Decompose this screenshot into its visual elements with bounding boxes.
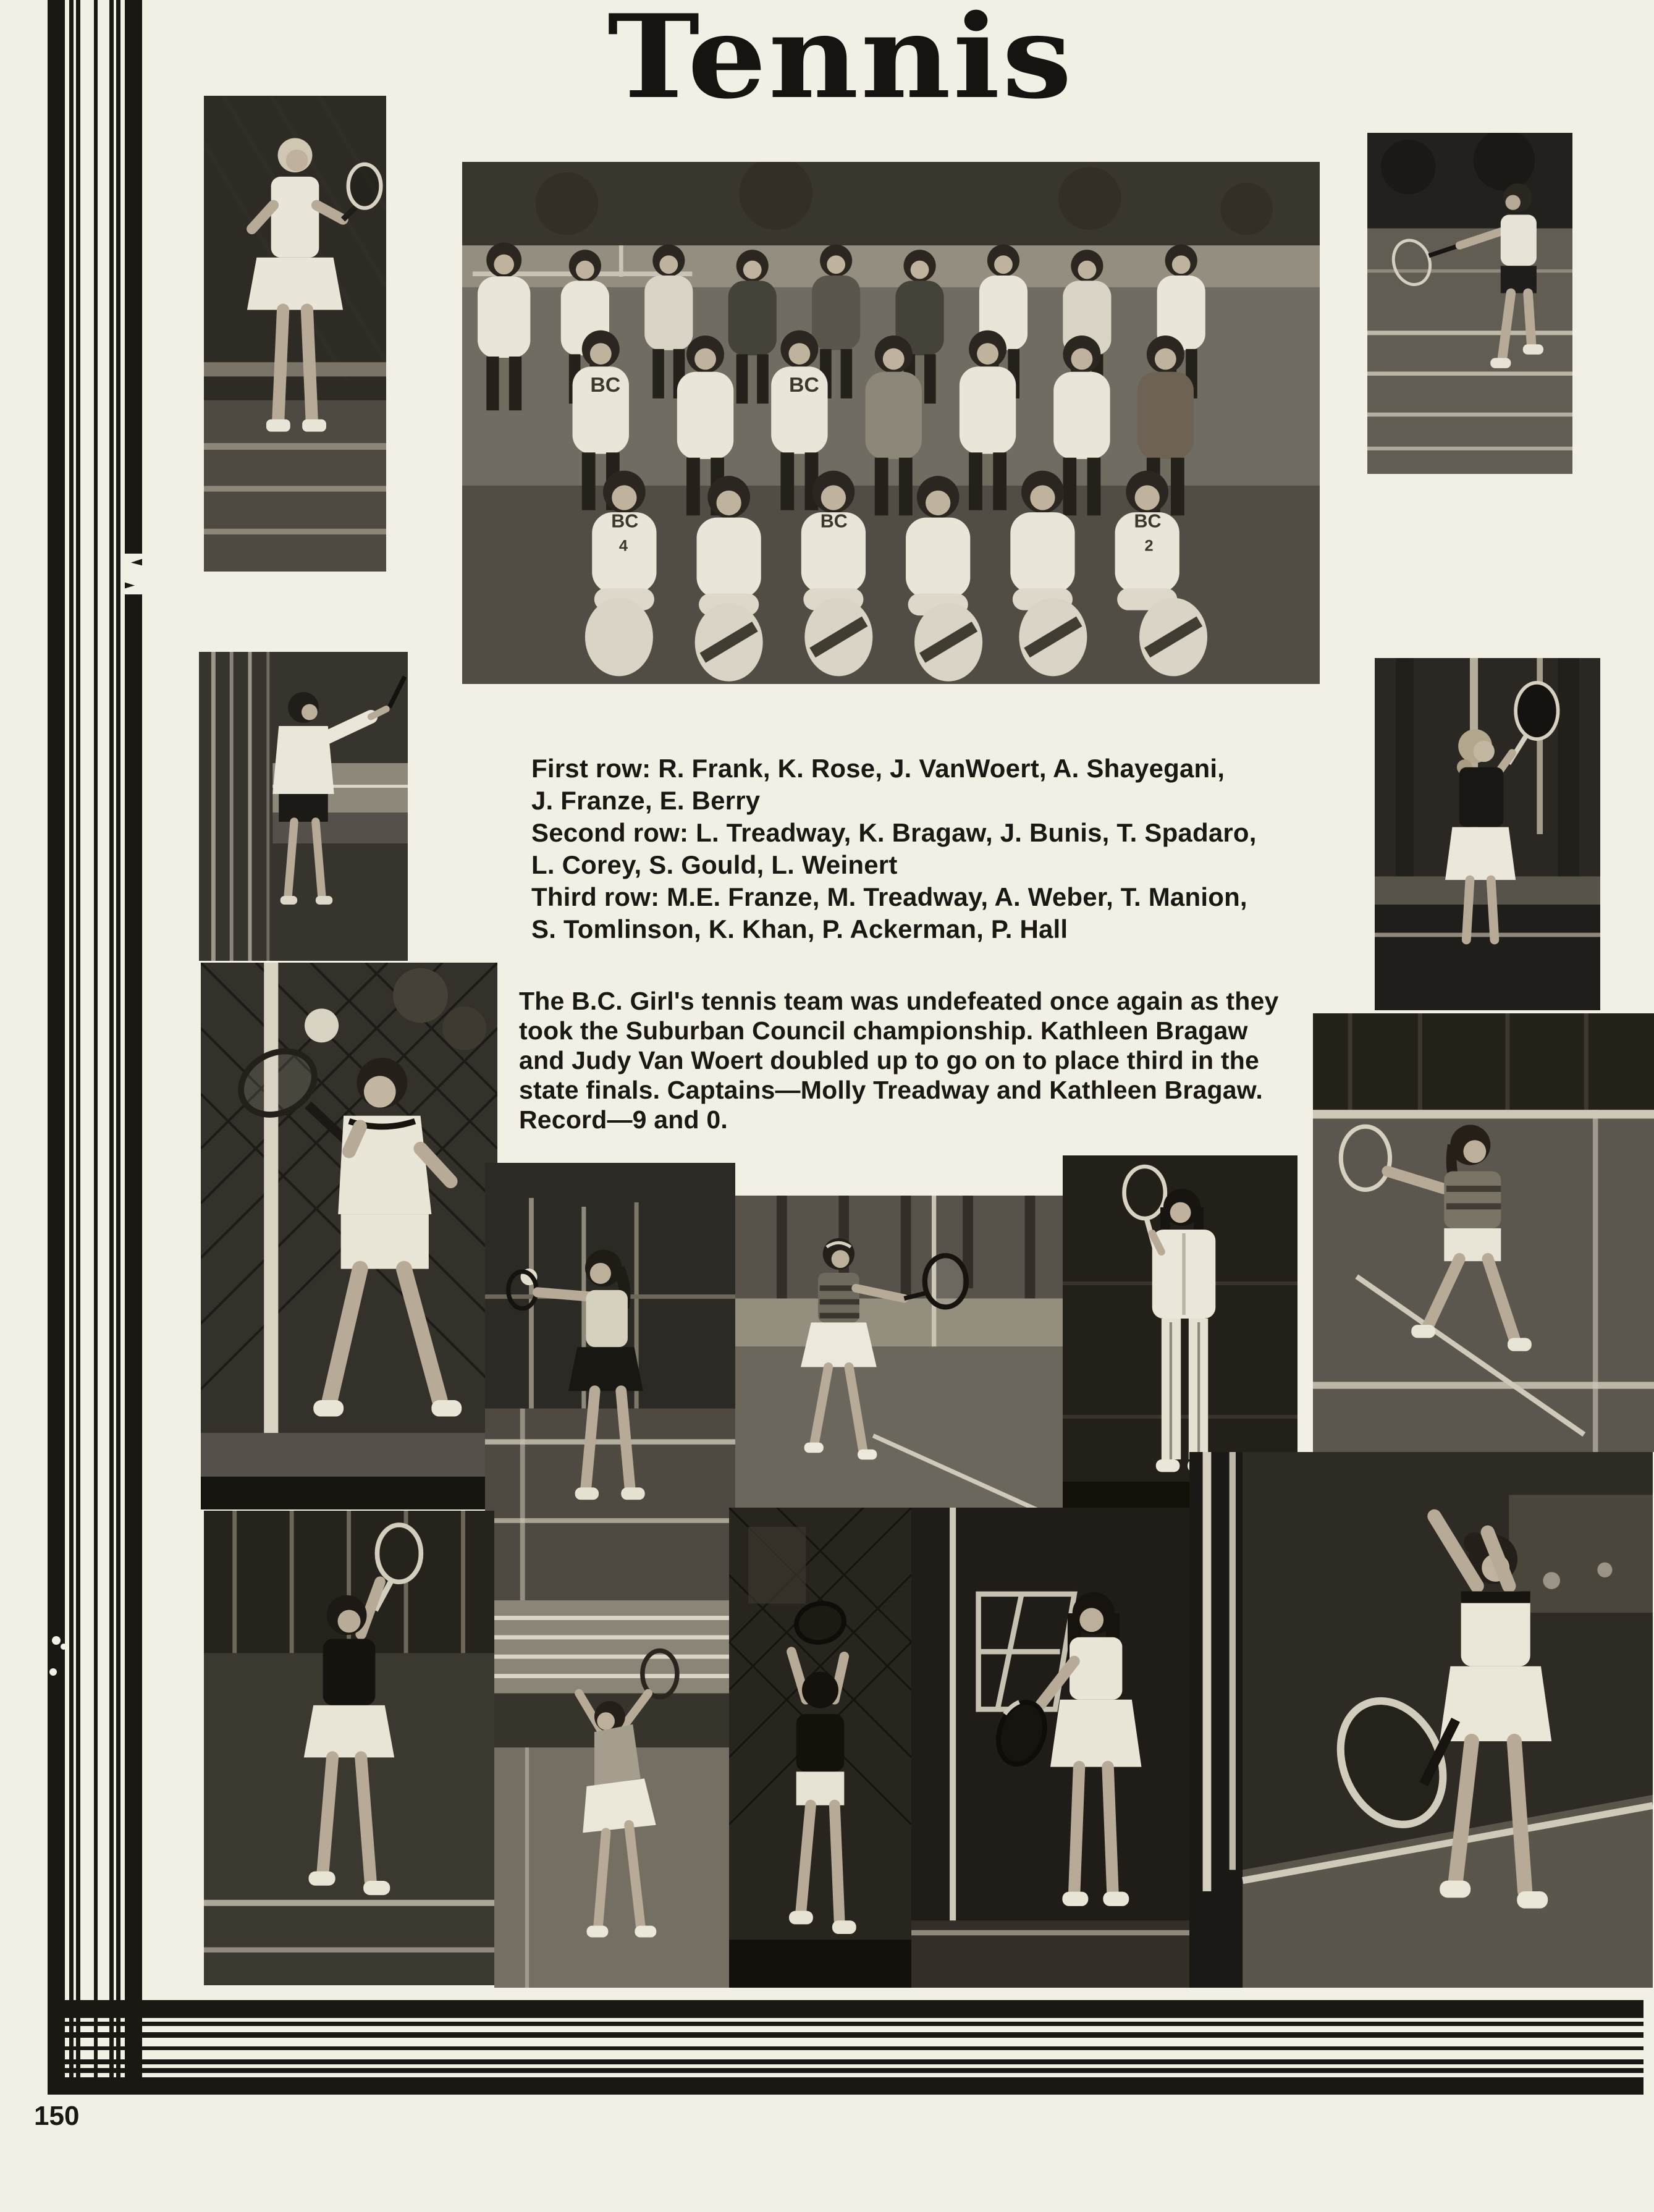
photo-backhand <box>199 652 408 961</box>
summary-line: state finals. Captains—Molly Treadway and Kathleen Bragaw. <box>519 1076 1263 1104</box>
jersey-monogram: BC <box>611 510 639 532</box>
photo-striped-forehand <box>735 1196 1063 1539</box>
bottom-plaid-border <box>48 2000 1643 2095</box>
print-speck <box>49 1668 57 1676</box>
roster-line: S. Tomlinson, K. Khan, P. Ackerman, P. Hall <box>531 914 1068 943</box>
roster-line: Second row: L. Treadway, K. Bragaw, J. Bunis, T. Spadaro, <box>531 818 1257 847</box>
page-title: Tennis <box>607 0 1074 124</box>
summary-line: and Judy Van Woert doubled up to go on to place third in the <box>519 1046 1259 1074</box>
season-summary <box>519 986 1279 1134</box>
photo-team-group <box>462 162 1320 684</box>
photo-overhead-dark <box>729 1508 911 1988</box>
summary-line: took the Suburban Council championship. Kathleen Bragaw <box>519 1016 1248 1045</box>
jersey-number: 2 <box>1144 537 1154 555</box>
roster-line: Third row: M.E. Franze, M. Treadway, A. Weber, T. Manion, <box>531 882 1247 911</box>
photo-standing-court <box>204 96 386 572</box>
photo-ready-position <box>1367 133 1572 474</box>
page-number: 150 <box>34 2101 80 2131</box>
print-speck <box>61 1644 67 1650</box>
summary-line: Record—9 and 0. <box>519 1105 728 1134</box>
roster-line: L. Corey, S. Gould, L. Weinert <box>531 850 898 879</box>
roster-line: First row: R. Frank, K. Rose, J. VanWoert, A. Shayegani, <box>531 754 1225 783</box>
photo-profile-racket-up <box>1375 658 1600 1010</box>
photo-waiting-baseline <box>485 1163 735 1602</box>
photo-running-forehand <box>1313 1013 1654 1452</box>
photo-reach-up-volley <box>1189 1452 1653 1988</box>
summary-line: The B.C. Girl's tennis team was undefeated once again as they <box>519 987 1279 1015</box>
jersey-monogram: BC <box>820 510 848 532</box>
roster-line: J. Franze, E. Berry <box>531 786 761 815</box>
jersey-number: 4 <box>618 537 628 555</box>
left-plaid-border <box>48 0 142 2095</box>
roster-caption <box>531 753 1257 945</box>
jersey-monogram: BC <box>1134 510 1162 532</box>
jersey-monogram: BC <box>590 373 621 397</box>
photo-standing-white-dress <box>911 1508 1189 1988</box>
photo-serve-toss <box>494 1600 729 1988</box>
photo-overhead-smash <box>201 963 497 1509</box>
jersey-monogram: BC <box>788 373 819 397</box>
photo-serve-dark <box>204 1511 494 1985</box>
print-speck <box>52 1636 61 1645</box>
